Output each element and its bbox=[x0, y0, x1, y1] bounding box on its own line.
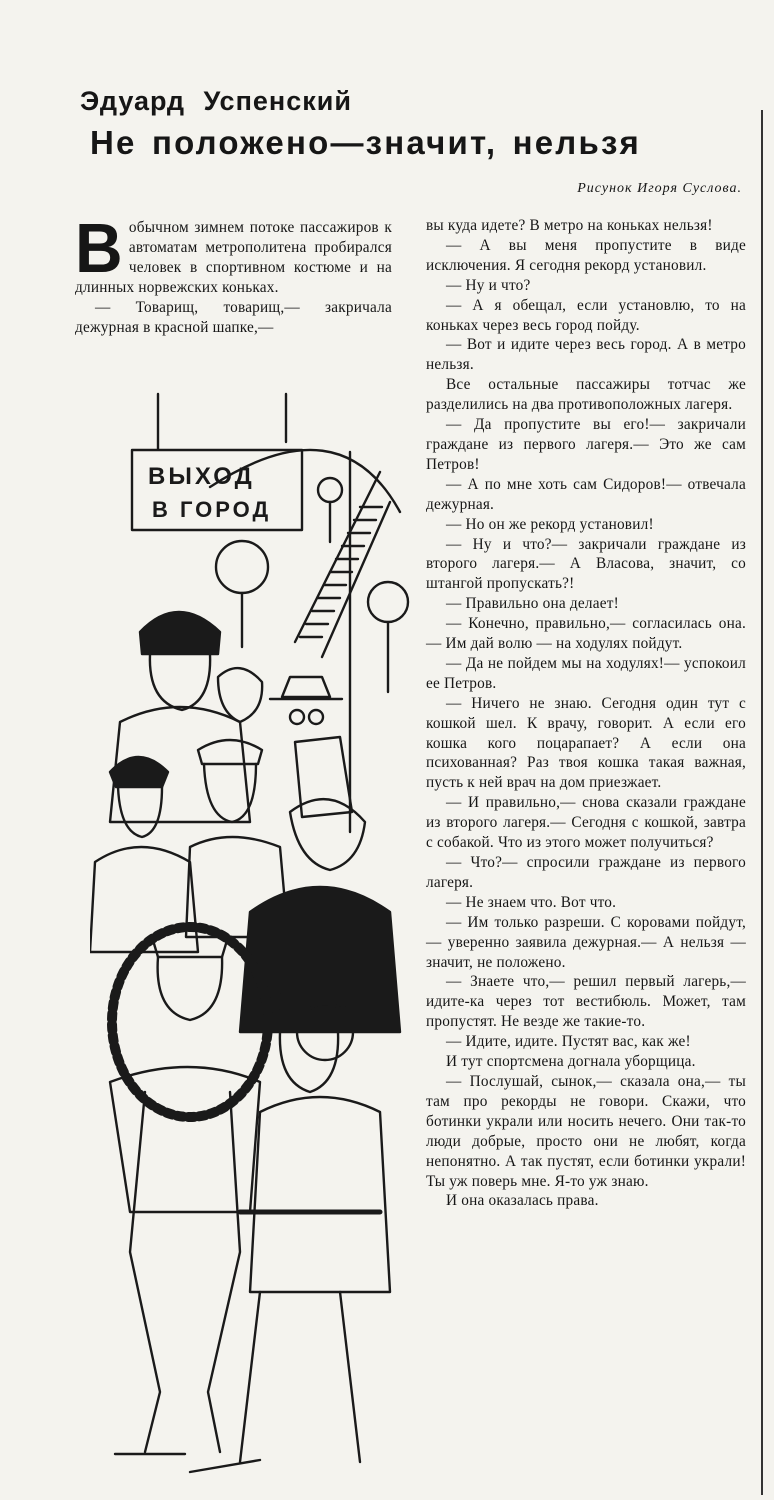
right-column bbox=[426, 216, 746, 1211]
paragraph: вы куда идете? В метро на коньках нельзя! bbox=[426, 217, 713, 234]
escalator-steps bbox=[300, 507, 382, 637]
cap bbox=[198, 740, 262, 764]
jacket bbox=[90, 847, 198, 952]
paragraph: И она оказалась права. bbox=[446, 1192, 599, 1210]
illustration-credit: Рисунок Игоря Суслова. bbox=[577, 181, 742, 196]
sign-text: ВЫХОД bbox=[148, 463, 255, 490]
drop-cap: В bbox=[75, 209, 123, 287]
lamp bbox=[368, 582, 408, 622]
skater-leg bbox=[130, 1092, 160, 1452]
attendant-leg bbox=[240, 1292, 360, 1462]
paragraph: Все остальные пассажиры тотчас же разделились на два противоположных лагеря. bbox=[426, 376, 746, 414]
paragraph: — Им только разреши. С коровами пойдут,— уверенно заявила дежурная.— А нельзя — значит, не положено. bbox=[426, 913, 746, 971]
skate-blade bbox=[115, 1454, 260, 1472]
paragraph: — Товарищ, товарищ,— закричала дежурная в красной шапке,— bbox=[75, 298, 392, 336]
hat bbox=[270, 677, 342, 699]
paragraph: — Идите, идите. Пустят вас, как же! bbox=[446, 1033, 691, 1051]
article-title: Не положено—значит, нельзя bbox=[90, 124, 641, 161]
paragraph: — Конечно, правильно,— согласилась она.— Им дай волю — на ходулях пойдут. bbox=[426, 615, 746, 653]
face bbox=[218, 668, 262, 722]
fur-hat bbox=[140, 612, 220, 654]
paragraph: — А я обещал, если установлю, то на коньках через весь город пойду. bbox=[426, 296, 746, 334]
lamp bbox=[318, 478, 342, 502]
escalator-rail bbox=[295, 472, 390, 657]
author-name: Эдуард Успенский bbox=[80, 86, 352, 116]
paragraph: — Не знаем что. Вот что. bbox=[446, 893, 617, 911]
paragraph: — Ничего не знаю. Сегодня один тут с кошкой шел. К врачу, говорит. А если его кошка кого поцарапает? А если она психованная? Раз твоя кошка такая важная, пусть к ней врач на дом приезжает. bbox=[426, 694, 746, 792]
paragraph: — Да пропустите вы его!— закричали граждане из первого лагеря.— Это же сам Петров! bbox=[426, 416, 746, 473]
lamp bbox=[216, 541, 268, 593]
paragraph: И тут спортсмена догнала уборщица. bbox=[446, 1053, 696, 1071]
paragraph: — Ну и что?— закричали граждане из второго лагеря.— А Власова, значит, со штангой пропускать?! bbox=[426, 535, 746, 593]
attendant-coat bbox=[250, 1097, 390, 1292]
paragraph: — Правильно она делает! bbox=[446, 595, 619, 613]
paragraph: обычном зимнем потоке пассажиров к автоматам метрополитена пробирался человек в спортивном костюме и на длинных норвежских коньках. bbox=[75, 219, 392, 296]
column-rule bbox=[761, 110, 763, 1495]
metro-illustration bbox=[90, 392, 420, 1492]
sign-text: В ГОРОД bbox=[152, 497, 272, 522]
face bbox=[280, 1032, 338, 1092]
cap bbox=[110, 757, 168, 787]
paragraph: — Но он же рекорд установил! bbox=[446, 515, 654, 533]
face bbox=[158, 957, 223, 1020]
paragraph: — Да не пойдем мы на ходулях!— успокоил ее Петров. bbox=[426, 654, 746, 692]
paragraph: — И правильно,— снова сказали граждане из второго лагеря.— Сегодня с кошкой, завтра с собакой. Что из этого может получиться? bbox=[426, 794, 746, 852]
paragraph: — А вы меня пропустите в виде исключения. Я сегодня рекорд установил. bbox=[426, 236, 746, 274]
paragraph: — Ну и что? bbox=[446, 276, 531, 294]
paragraph: — Знаете что,— решил первый лагерь,— идите-ка через тот вестибюль. Может, там пропустят. Не везде же такие-то. bbox=[426, 973, 746, 1031]
face bbox=[150, 654, 210, 710]
left-column bbox=[75, 209, 392, 337]
paragraph: — А по мне хоть сам Сидоров!— отвечала дежурная. bbox=[426, 475, 746, 513]
paragraph: — Вот и идите через весь город. А в метро нельзя. bbox=[426, 336, 746, 374]
face bbox=[118, 787, 162, 837]
paragraph: — Что?— спросили граждане из первого лагеря. bbox=[426, 854, 746, 891]
paragraph: — Послушай, сынок,— сказала она,— ты там про рекорды не говори. Скажи, что ботинки украли или носить нечего. Они так-то люди добрые, просто они не любят, когда непонятно. А так пустят, если ботинки украли! Ты уж поверь мне. Я-то уж знаю. bbox=[426, 1072, 746, 1190]
skater-leg bbox=[208, 1092, 240, 1452]
